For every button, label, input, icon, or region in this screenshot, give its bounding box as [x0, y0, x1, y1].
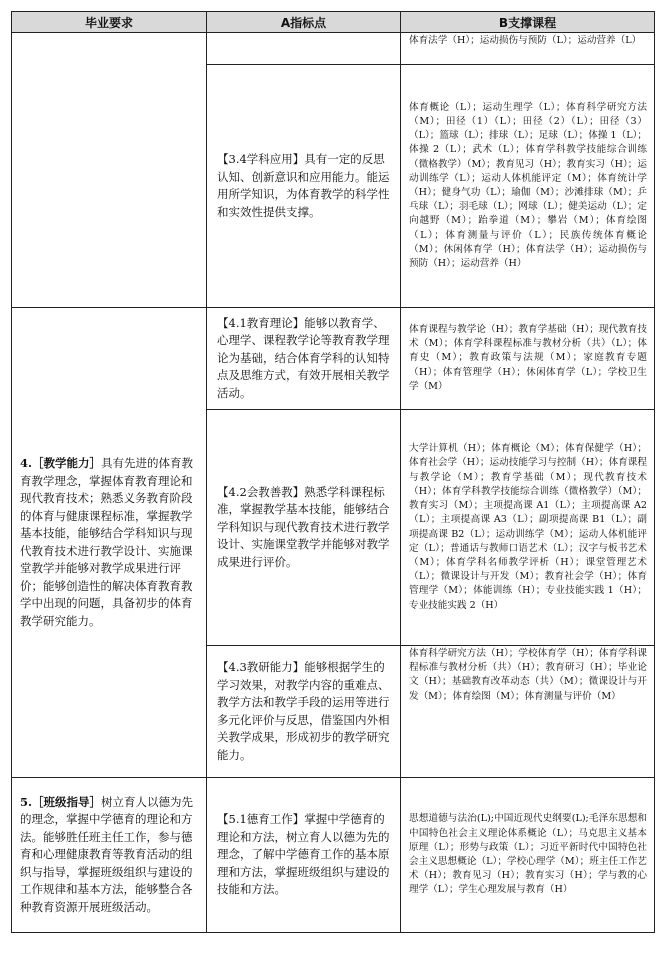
header-indicator: A指标点 [207, 12, 401, 33]
courses-3-4: 体育概论（L）；运动生理学（L）；体育科学研究方法（M）；田径（1）（L）；田径（2）（L）；田径（3）（L）；篮球（L）；排球（L）；足球（L）；体操 1（L）；体操 2（L）；武术（L）；体育学科教学技能综合训练（微格教学）（M）；教育见习（H）；教育实习（H）；运动训练学（L）；运动人体机能评定（M）；体育统计学（H）；健身气功（L）；瑜伽（M）；沙滩排球（M）；乒乓球（L）；羽毛球（L）；网球（L）；健美运动（L）；定向越野（M）；跆拳道（M）；攀岩（M）；体育绘图（L）；体育测量与评价（L）；民族传统体育概论（M）；休闲体育学（H）；体育法学（H）；运动损伤与预防（H）；运动营养（H） [401, 65, 655, 308]
indicator-5-1-label: 【5.1德育工作】 [217, 812, 305, 827]
courses-3-3-continued: 体育法学（H）；运动损伤与预防（L）；运动营养（L） [401, 33, 655, 65]
indicator-4-3 [207, 646, 401, 778]
requirement-4-text: 具有先进的体育教育教学理念，掌握体育教育理论和现代教育技术；熟悉义务教育阶段的体育与健康课程标准，掌握教学基本技能，能够结合学科知识与现代教育技术进行教学设计、实施课堂教学并能够对教学成果进行评价；能够创造性的解决体育教育教学中出现的问题，具备初步的体育教学研究能力。 [20, 456, 194, 628]
indicator-4-1-text: 能够以教育学、心理学、课程教学论等教育教学理论为基础，结合体育学科的认知特点及思维方式，有效开展相关教学活动。 [217, 315, 390, 400]
indicator-4-3-text: 能够根据学生的学习效果，对教学内容的重难点、教学方法和教学手段的运用等进行多元化评价与反思，借鉴国内外相关教学成果，形成初步的教学研究能力。 [217, 660, 390, 762]
indicator-3-4 [207, 65, 401, 308]
indicator-3-4-text: 具有一定的反思认知、创新意识和应用能力。能运用所学知识，为体育教学的科学性和实效性提供支撑。 [217, 152, 390, 219]
requirement-5-label: 5.［班级指导］ [20, 794, 102, 809]
table-row [12, 33, 655, 65]
indicator-3-4-label: 【3.4学科应用】 [217, 152, 305, 166]
indicator-5-1-text: 掌握中学德育的理论和方法，树立育人以德为先的理念，了解中学德育工作的基本原理和方法，掌握班级组织与建设的技能和方法。 [217, 812, 390, 897]
requirement-5-text: 树立育人以德为先的理念，掌握中学德育的理论和方法。能够胜任班主任工作，参与德育和心理健康教育等教育活动的组织与指导，掌握班级组织与建设的工作规律和基本方法，能够整合各种教育资源开展班级活动。 [20, 794, 194, 914]
indicator-5-1 [207, 778, 401, 933]
table-row [12, 778, 655, 933]
requirement-4 [12, 308, 207, 778]
indicator-4-2-text: 熟悉学科课程标准，掌握教学基本技能，能够结合学科知识与现代教育技术进行教学设计、实施课堂教学并能够对教学成果进行评价。 [217, 484, 390, 569]
courses-4-2: 大学计算机（H）；体育概论（M）；体育保健学（H）；体育社会学（H）；运动技能学习与控制（H）；体育课程与教学论（M）；教育学基础（M）；现代教育技术（H）；体育学科教学技能综合训练（微格教学）（M）；教育实习（M）；主项提高课 A1（L）；主项提高课 A2（L）；主项提高课 A3（L）；副项提高课 B1（L）；副项提高课 B2（L）；运动训练学（M）；运动人体机能评定（L）；普通话与教师口语艺术（L）；汉字与板书艺术（M）；体育学科名师教学评析（H）；课堂管理艺术（L）；微课设计与开发（M）；教育社会学（H）；体育管理学（M）；体能训练（H）；专业技能实践 1（H）；专业技能实践 2（H） [401, 410, 655, 646]
header-courses: B支撑课程 [401, 12, 655, 33]
courses-4-1: 体育课程与教学论（H）；教育学基础（H）；现代教育技术（M）；体育学科课程标准与教材分析（共）（L）；体育史（M）；教育政策与法规（M）；家庭教育专题（H）；体育管理学（H）；休闲体育学（L）；学校卫生学（M） [401, 308, 655, 410]
graduation-requirements-table [11, 11, 655, 933]
table-header-row [12, 12, 655, 33]
requirement-3-continued-cell [12, 33, 207, 308]
requirement-5 [12, 778, 207, 933]
indicator-3-3-continued-cell [207, 33, 401, 65]
courses-4-3: 体育科学研究方法（H）；学校体育学（H）；体育学科课程标准与教材分析（共）（H）；教育研习（H）；毕业论文（H）；基础教育改革动态（共）（M）；微课设计与开发（M）；体育绘图（M）；体育测量与评价（M） [401, 646, 655, 778]
indicator-4-1-label: 【4.1教育理论】 [217, 315, 305, 330]
requirement-4-label: 4.［教学能力］ [20, 456, 102, 470]
indicator-4-2 [207, 410, 401, 646]
courses-5-1: 思想道德与法治(L);中国近现代史纲要(L);毛泽东思想和中国特色社会主义理论体系概论（L）；马克思主义基本原理（L）；形势与政策（L）；习近平新时代中国特色社会主义思想概论（L）；学校心理学（M）；班主任工作艺术（H）；教育见习（H）；教育实习（H）；学与教的心理学（L）；学生心理发展与教育（H） [401, 778, 655, 933]
indicator-4-2-label: 【4.2会教善教】 [217, 484, 305, 499]
table-row [12, 308, 655, 410]
indicator-4-1 [207, 308, 401, 410]
indicator-4-3-label: 【4.3教研能力】 [217, 660, 305, 674]
header-requirement: 毕业要求 [12, 12, 207, 33]
